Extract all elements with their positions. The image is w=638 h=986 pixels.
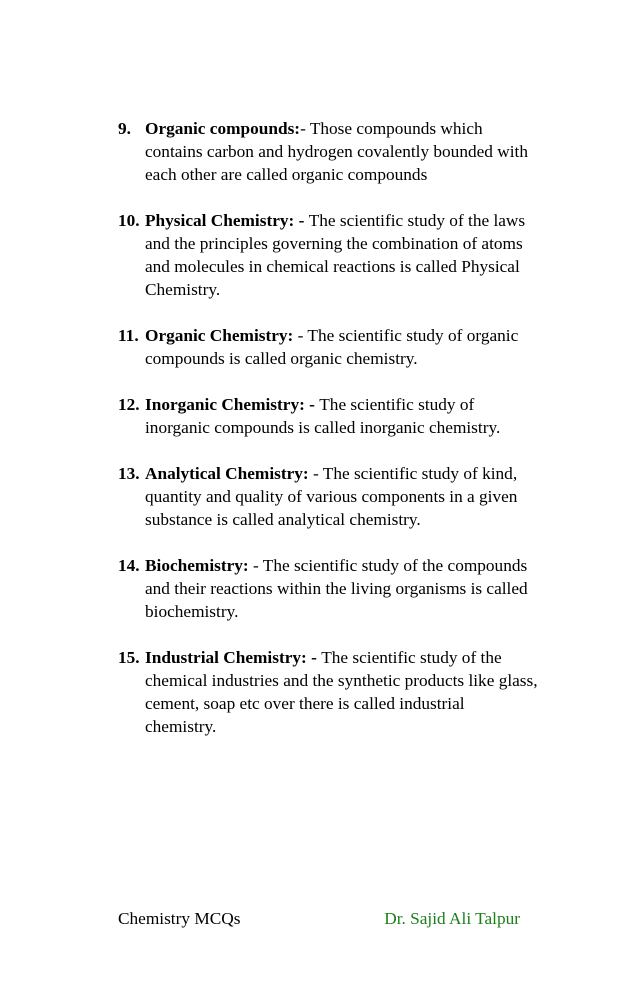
definition-item (118, 462, 538, 531)
definition-term: Inorganic Chemistry: (145, 395, 305, 414)
definition-term: Organic Chemistry: (145, 326, 294, 345)
definition-text: The scientific study of kind, quantity and quality of various components in a given substance is called analytical chemistry. (145, 464, 518, 529)
definition-text: The scientific study of organic compounds is called organic chemistry. (145, 326, 519, 368)
definition-term: Biochemistry: (145, 556, 249, 575)
item-number: 11. (118, 326, 139, 345)
definition-text: The scientific study of the laws and the principles governing the combination of atoms and molecules in chemical reactions is called Physical Chemistry. (145, 211, 526, 299)
definition-separator: - (300, 119, 310, 138)
definition-text: The scientific study of inorganic compounds is called inorganic chemistry. (145, 395, 501, 437)
definition-item (118, 117, 538, 186)
definition-term: Analytical Chemistry: (145, 464, 309, 483)
definition-item (118, 646, 538, 738)
item-number: 10. (118, 211, 140, 230)
item-number: 13. (118, 464, 140, 483)
definition-text: The scientific study of the chemical industries and the synthetic products like glass, cement, soap etc over there is called industrial chemistry. (145, 648, 538, 736)
item-number: 15. (118, 648, 140, 667)
definition-text: Those compounds which contains carbon and hydrogen covalently bounded with each other are called organic compounds (145, 119, 528, 184)
item-number: 9. (118, 119, 131, 138)
definition-item (118, 393, 538, 439)
footer-author: Dr. Sajid Ali Talpur (384, 909, 520, 928)
definition-term: Industrial Chemistry: (145, 648, 307, 667)
item-number: 12. (118, 395, 140, 414)
definition-separator: - (308, 464, 323, 483)
definition-separator: - (294, 211, 309, 230)
definition-term: Organic compounds: (145, 119, 301, 138)
definition-separator: - (293, 326, 308, 345)
definition-item (118, 324, 538, 370)
footer-book-title: Chemistry MCQs (118, 909, 241, 928)
definition-item (118, 554, 538, 623)
definition-term: Physical Chemistry: (145, 211, 295, 230)
definition-item (118, 209, 538, 301)
definition-separator: - (248, 556, 263, 575)
definition-separator: - (306, 648, 322, 667)
definition-text: The scientific study of the compounds and their reactions within the living organisms is called biochemistry. (145, 556, 528, 621)
definition-list (118, 117, 538, 761)
item-number: 14. (118, 556, 140, 575)
definition-separator: - (304, 395, 320, 414)
